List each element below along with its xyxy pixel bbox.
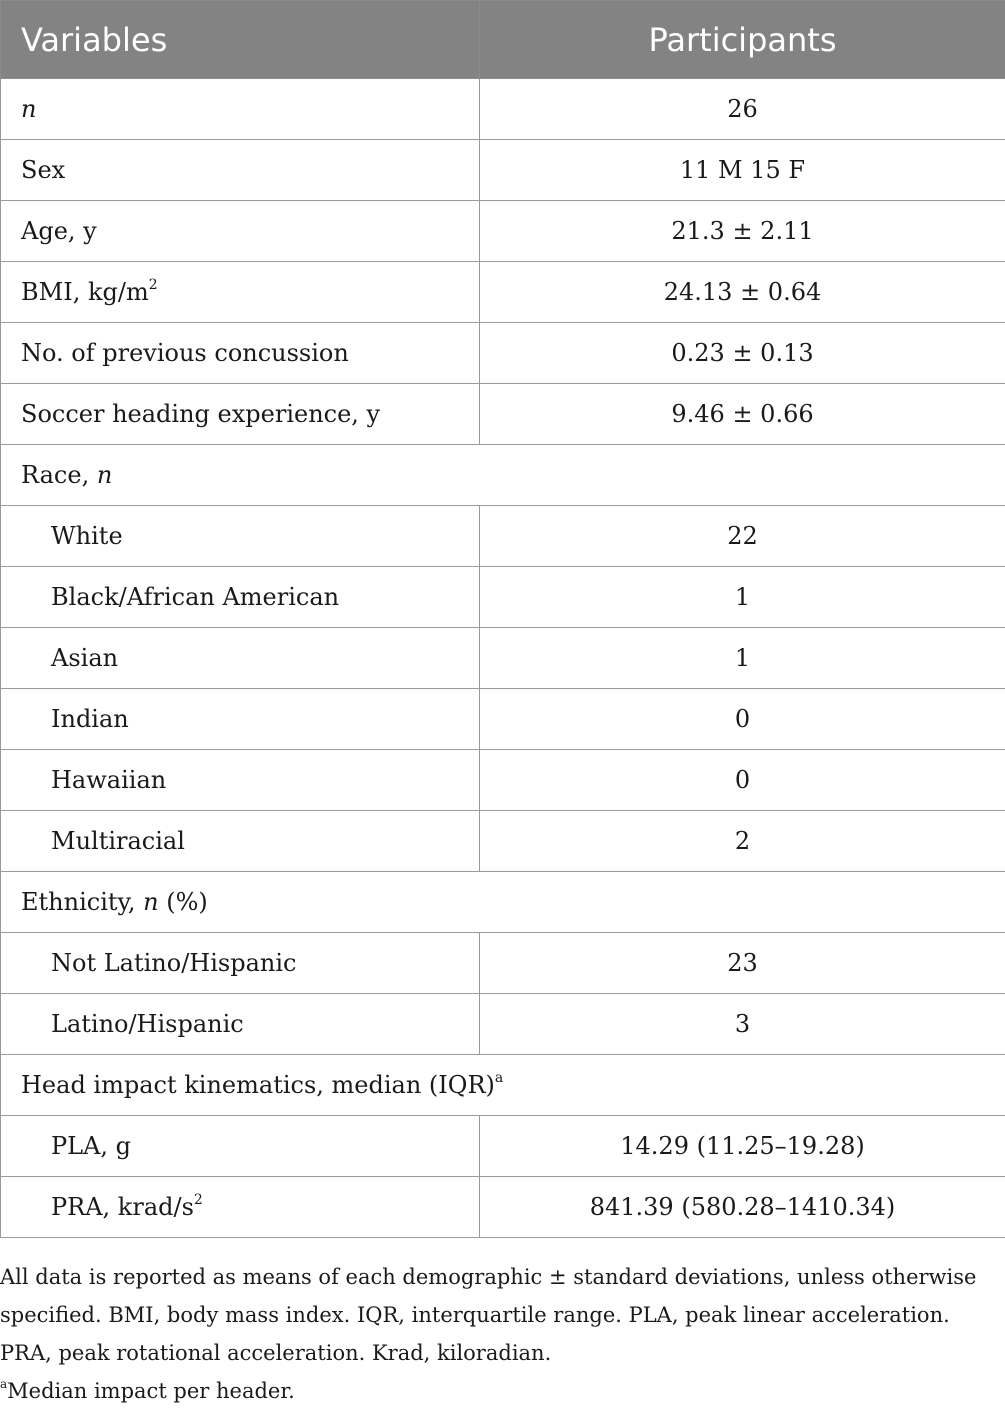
table-row bbox=[1, 628, 1005, 689]
table-body bbox=[1, 79, 1005, 1238]
row-value: 9.46 ± 0.66 bbox=[480, 384, 1005, 445]
row-label bbox=[1, 140, 480, 201]
row-label-italic: n bbox=[96, 461, 113, 489]
row-value: 22 bbox=[480, 506, 1005, 567]
table-notes bbox=[0, 1258, 1000, 1410]
row-label-text: White bbox=[51, 522, 123, 550]
table-row bbox=[1, 201, 1005, 262]
table-note-main: All data is reported as means of each demographic ± standard deviations, unless otherwise specified. BMI, body mass index. IQR, interquartile range. PLA, peak linear acceleration. PRA, peak rotational acceleration. Krad, kiloradian. bbox=[0, 1265, 977, 1365]
row-label bbox=[1, 750, 480, 811]
table-row bbox=[1, 567, 1005, 628]
row-label bbox=[1, 872, 1005, 933]
row-value: 21.3 ± 2.11 bbox=[480, 201, 1005, 262]
row-value: 0.23 ± 0.13 bbox=[480, 323, 1005, 384]
row-label-text: Multiracial bbox=[51, 827, 185, 855]
row-label bbox=[1, 933, 480, 994]
row-value: 0 bbox=[480, 689, 1005, 750]
row-label-text: Race, bbox=[21, 461, 97, 489]
row-label-text: Indian bbox=[51, 705, 129, 733]
row-label bbox=[1, 994, 480, 1055]
row-value: 841.39 (580.28–1410.34) bbox=[480, 1177, 1005, 1238]
row-label bbox=[1, 689, 480, 750]
row-label bbox=[1, 506, 480, 567]
row-label bbox=[1, 323, 480, 384]
row-label-text: BMI, kg/m bbox=[21, 278, 149, 306]
table-row bbox=[1, 384, 1005, 445]
row-label-text: PLA, g bbox=[51, 1132, 132, 1160]
row-label-italic: n bbox=[143, 888, 159, 916]
row-label bbox=[1, 79, 480, 140]
table-footnote bbox=[0, 1372, 1000, 1410]
table-row bbox=[1, 750, 1005, 811]
row-value: 23 bbox=[480, 933, 1005, 994]
table-row bbox=[1, 1177, 1005, 1238]
row-value: 11 M 15 F bbox=[480, 140, 1005, 201]
footnote-text: Median impact per header. bbox=[7, 1379, 295, 1403]
row-label-text: Sex bbox=[21, 156, 66, 184]
row-label-text: Age, y bbox=[21, 217, 97, 245]
footnote-marker: a bbox=[0, 1377, 8, 1391]
row-value: 26 bbox=[480, 79, 1005, 140]
row-label-text: Head impact kinematics, median (IQR) bbox=[21, 1071, 495, 1099]
row-label-text: Asian bbox=[51, 644, 119, 672]
table-section-row bbox=[1, 445, 1005, 506]
row-label bbox=[1, 567, 480, 628]
table-row bbox=[1, 994, 1005, 1055]
row-label-text: Soccer heading experience, y bbox=[21, 400, 381, 428]
row-label-text: Black/African American bbox=[51, 583, 340, 611]
table-row bbox=[1, 323, 1005, 384]
row-value: 2 bbox=[480, 811, 1005, 872]
table-row bbox=[1, 140, 1005, 201]
table-row bbox=[1, 262, 1005, 323]
row-label-superscript: a bbox=[494, 1070, 504, 1086]
table-row bbox=[1, 933, 1005, 994]
row-label bbox=[1, 811, 480, 872]
row-label-text: Not Latino/Hispanic bbox=[51, 949, 297, 977]
row-label-text: PRA, krad/s bbox=[51, 1193, 194, 1221]
row-label bbox=[1, 201, 480, 262]
row-label-text: No. of previous concussion bbox=[21, 339, 349, 367]
header-variables: Variables bbox=[1, 1, 480, 79]
row-label bbox=[1, 1116, 480, 1177]
row-label-text: Hawaiian bbox=[51, 766, 167, 794]
row-value: 3 bbox=[480, 994, 1005, 1055]
row-label-superscript: 2 bbox=[148, 277, 158, 293]
table-row bbox=[1, 811, 1005, 872]
row-label bbox=[1, 1055, 1005, 1116]
row-label-superscript: 2 bbox=[193, 1192, 203, 1208]
row-value: 1 bbox=[480, 628, 1005, 689]
row-label bbox=[1, 445, 1005, 506]
table-row bbox=[1, 506, 1005, 567]
row-label bbox=[1, 384, 480, 445]
table-row bbox=[1, 1116, 1005, 1177]
row-label-text: Latino/Hispanic bbox=[51, 1010, 244, 1038]
row-label bbox=[1, 1177, 480, 1238]
row-label bbox=[1, 262, 480, 323]
table-header-row bbox=[1, 1, 1005, 79]
header-participants: Participants bbox=[480, 1, 1005, 79]
table-row bbox=[1, 79, 1005, 140]
table-section-row bbox=[1, 872, 1005, 933]
row-value: 24.13 ± 0.64 bbox=[480, 262, 1005, 323]
row-value: 1 bbox=[480, 567, 1005, 628]
row-label-tail: (%) bbox=[158, 888, 208, 916]
table-section-row bbox=[1, 1055, 1005, 1116]
row-value: 14.29 (11.25–19.28) bbox=[480, 1116, 1005, 1177]
row-label-text: n bbox=[21, 95, 37, 123]
table-row bbox=[1, 689, 1005, 750]
row-label-text: Ethnicity, bbox=[21, 888, 144, 916]
row-label bbox=[1, 628, 480, 689]
row-value: 0 bbox=[480, 750, 1005, 811]
